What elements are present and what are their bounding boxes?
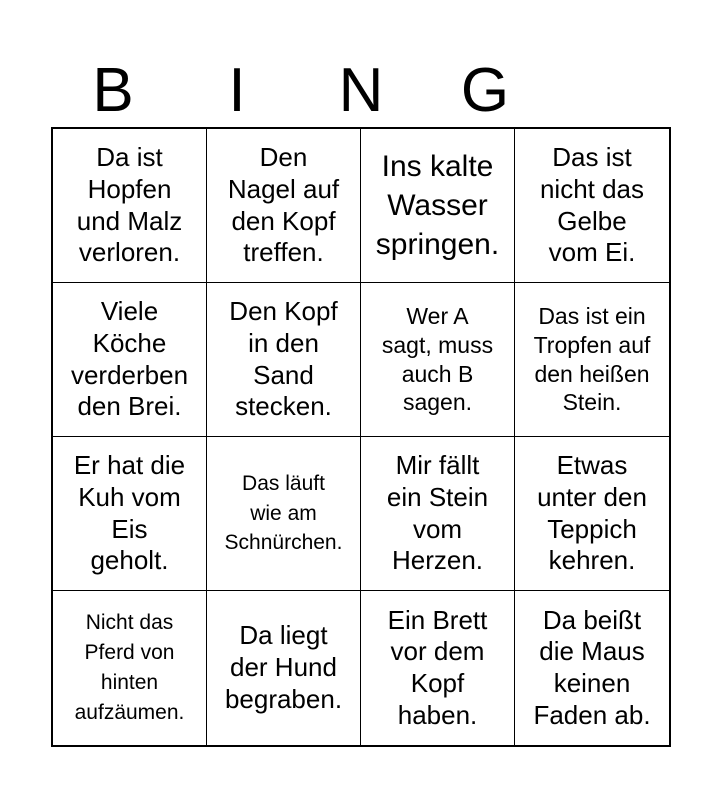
cell-text: Den Nagel auf den Kopf treffen. <box>227 142 340 268</box>
cell-text: Da ist Hopfen und Malz verloren. <box>76 142 183 268</box>
cell-text: Den Kopf in den Sand stecken. <box>229 296 338 422</box>
cell-text: Mir fällt ein Stein vom Herzen. <box>386 450 489 576</box>
cell-text: Ins kalte Wasser springen. <box>375 150 500 261</box>
header-letter-g: G <box>460 56 510 125</box>
bingo-cell[interactable] <box>207 437 361 591</box>
bingo-cell[interactable] <box>53 591 207 745</box>
cell-text: Das läuft wie am Schnürchen. <box>224 471 343 555</box>
bingo-card-grid <box>51 127 671 747</box>
cell-text: Nicht das Pferd von hinten aufzäumen. <box>74 611 185 724</box>
cell-text: Da liegt der Hund begraben. <box>224 620 343 714</box>
bingo-cell[interactable] <box>207 129 361 283</box>
bingo-cell[interactable] <box>515 283 669 437</box>
cell-text: Da beißt die Maus keinen Faden ab. <box>533 604 651 730</box>
bingo-cell[interactable] <box>361 283 515 437</box>
cell-text: Das ist nicht das Gelbe vom Ei. <box>539 142 645 268</box>
bingo-cell[interactable] <box>361 129 515 283</box>
bingo-cell[interactable] <box>207 591 361 745</box>
header-letter-b: B <box>92 56 134 125</box>
bingo-cell[interactable] <box>53 437 207 591</box>
bingo-cell[interactable] <box>53 283 207 437</box>
bingo-cell[interactable] <box>515 437 669 591</box>
header-letter-n: N <box>338 56 384 125</box>
cell-text: Wer A sagt, muss auch B sagen. <box>381 303 494 416</box>
cell-text: Das ist ein Tropfen auf den heißen Stein. <box>533 303 651 416</box>
bingo-cell[interactable] <box>53 129 207 283</box>
cell-text: Er hat die Kuh vom Eis geholt. <box>73 450 186 576</box>
bingo-cell[interactable] <box>207 283 361 437</box>
cell-text: Viele Köche verderben den Brei. <box>70 296 189 422</box>
cell-text: Ein Brett vor dem Kopf haben. <box>387 604 488 730</box>
bingo-cell[interactable] <box>515 591 669 745</box>
bingo-header <box>51 52 671 128</box>
bingo-cell[interactable] <box>361 591 515 745</box>
bingo-cell[interactable] <box>361 437 515 591</box>
bingo-cell[interactable] <box>515 129 669 283</box>
header-letter-i: I <box>228 56 246 125</box>
cell-text: Etwas unter den Teppich kehren. <box>537 450 647 576</box>
